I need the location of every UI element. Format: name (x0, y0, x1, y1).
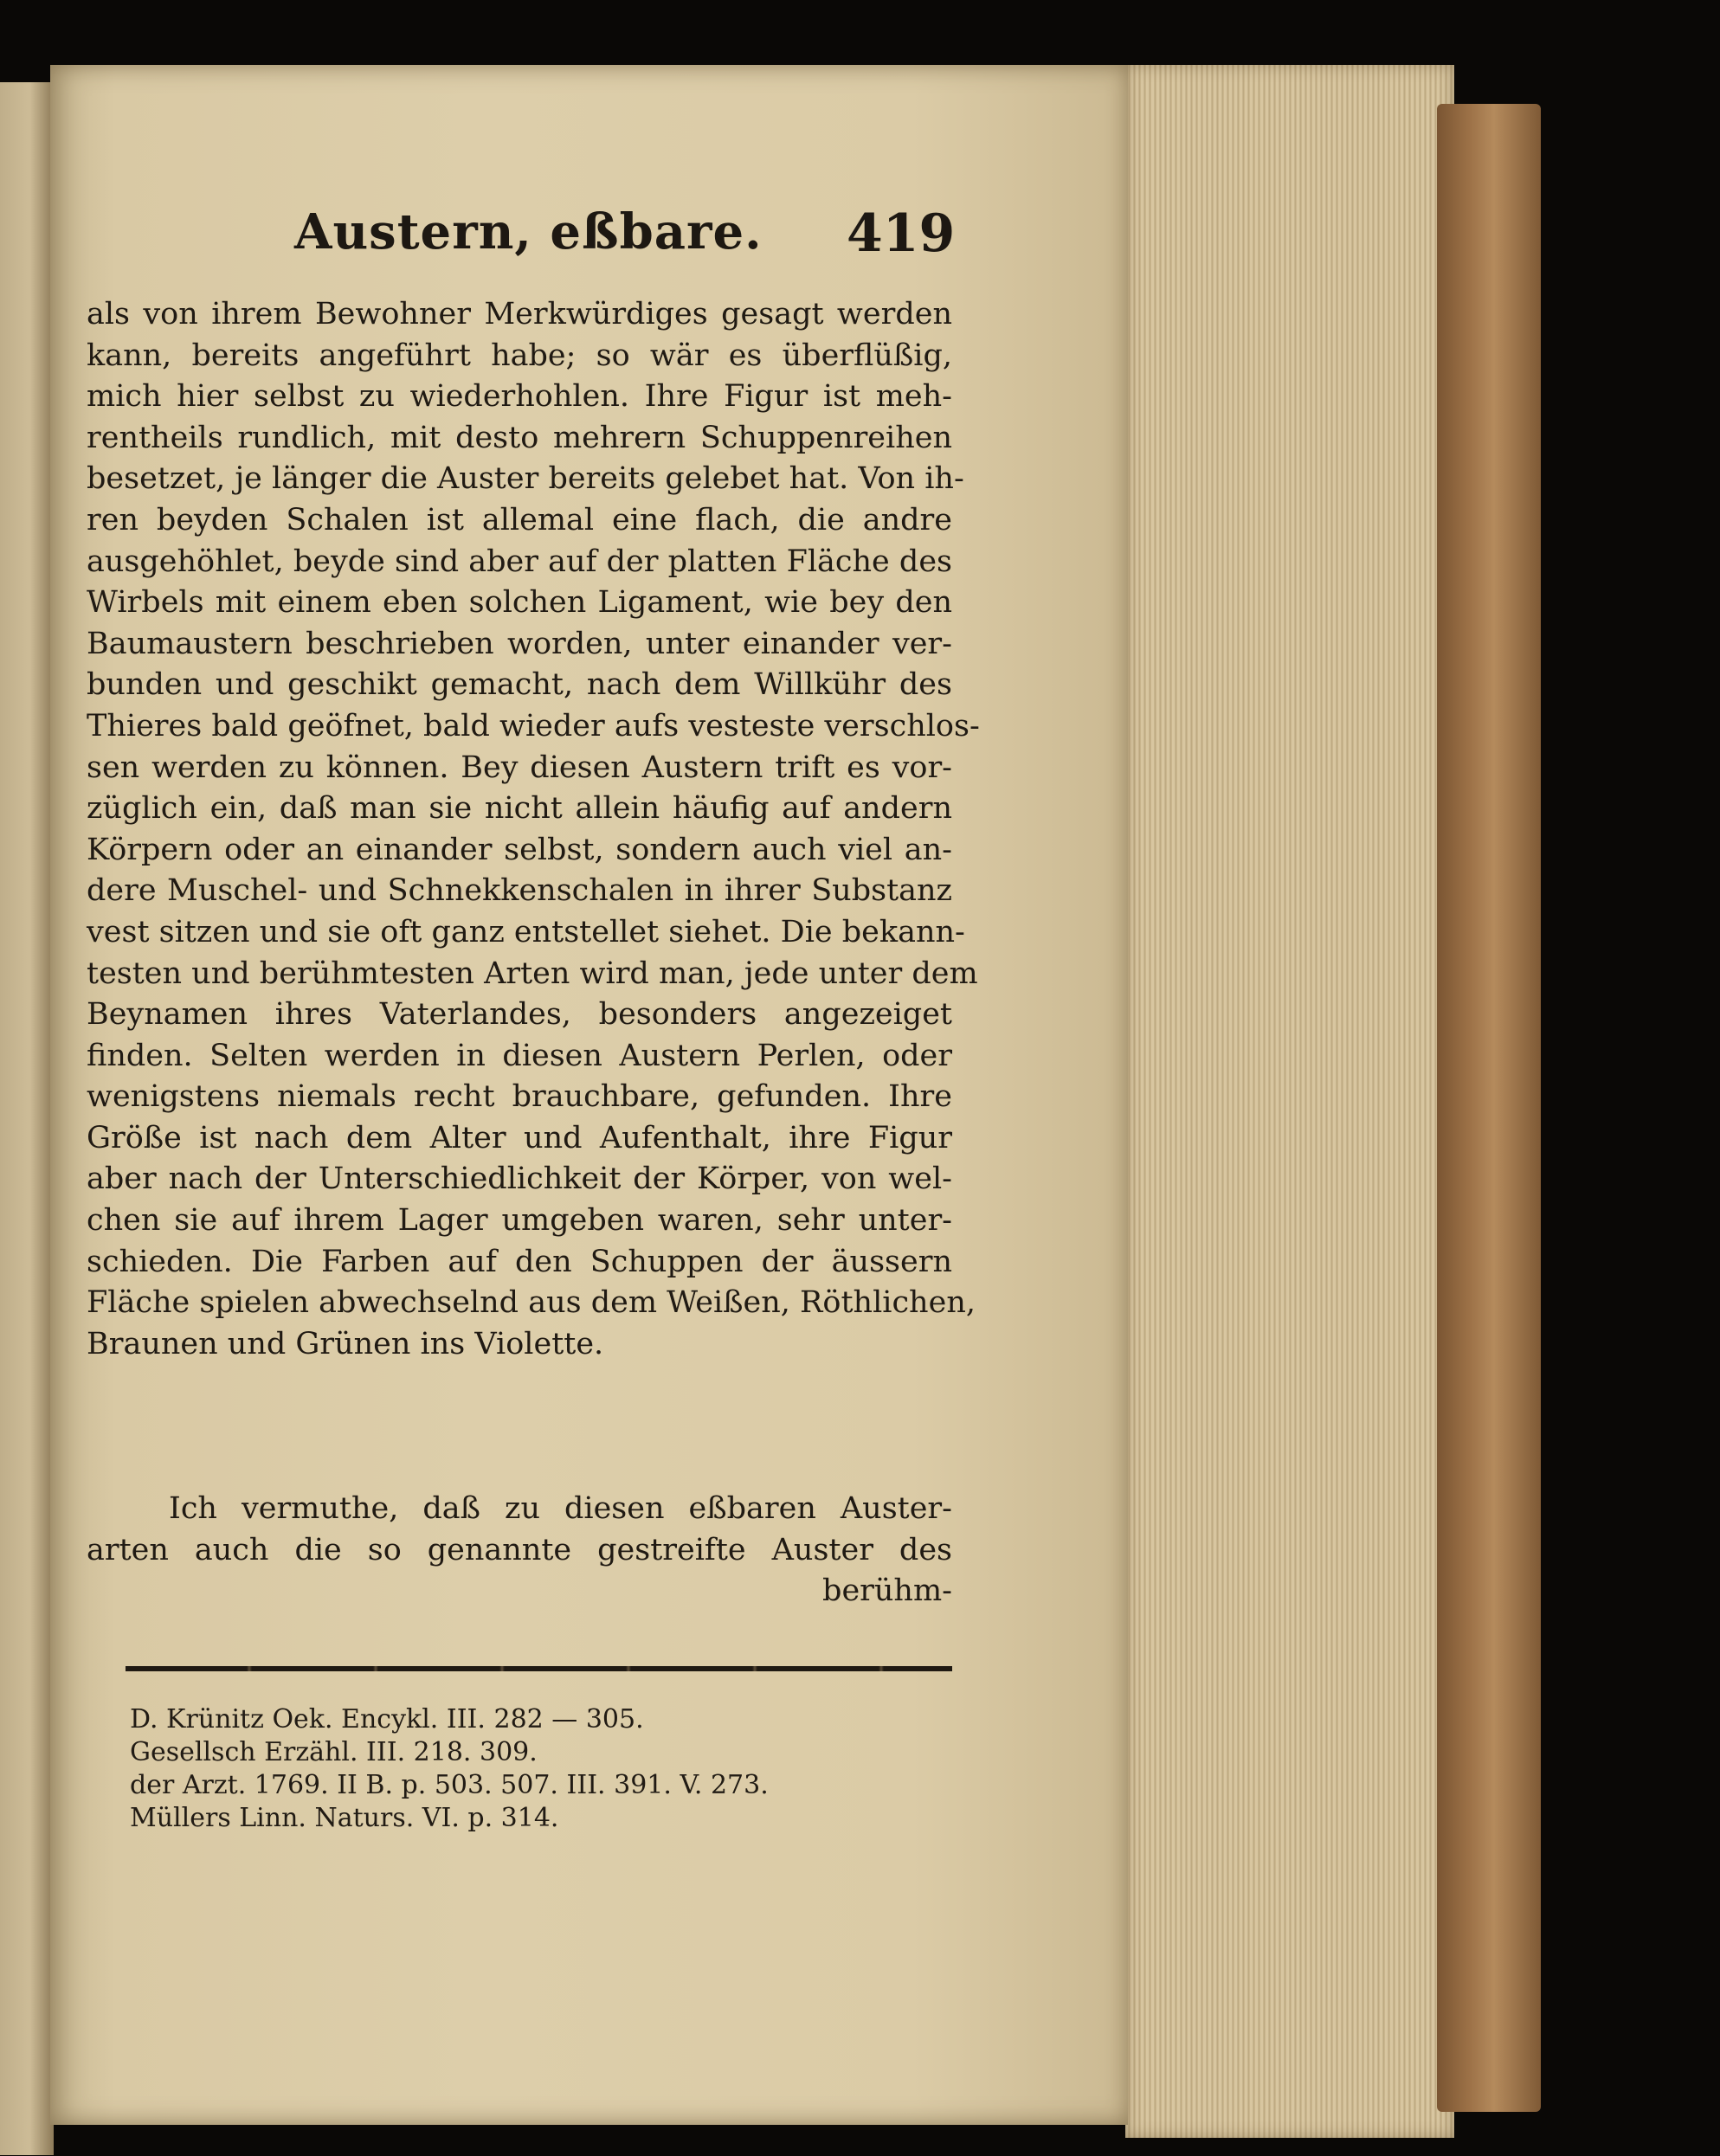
text-line: schieden. Die Farben auf den Schuppen der äussern (87, 1244, 952, 1279)
text-line: aber nach der Unterschiedlichkeit der Körper, von wel- (87, 1162, 952, 1197)
text-line: arten auch die so genannte gestreifte Auster des (87, 1532, 952, 1567)
footnotes (130, 1703, 909, 1835)
text-line: Beynamen ihres Vaterlandes, besonders angezeiget (87, 997, 952, 1033)
text-line: ren beyden Schalen ist allemal eine flach, die andre (87, 502, 952, 537)
leather-cover-edge (1437, 104, 1541, 2112)
footnote-line: der Arzt. 1769. II B. p. 503. 507. III. 391. V. 273. (130, 1770, 769, 1800)
text-line: wenigstens niemals recht brauchbare, gefunden. Ihre (87, 1079, 952, 1115)
text-line: Baumaustern beschrieben worden, unter einander ver- (87, 626, 952, 661)
text-line: finden. Selten werden in diesen Austern Perlen, oder (87, 1038, 952, 1073)
paragraph-1 (87, 294, 980, 1365)
previous-page-edge (0, 82, 54, 2155)
text-line: mich hier selbst zu wiederhohlen. Ihre Figur ist meh- (87, 379, 952, 415)
text-line: züglich ein, daß man sie nicht allein häufig auf andern (87, 791, 952, 827)
running-head: Austern, eßbare. (294, 203, 763, 261)
paragraph-2 (87, 1489, 952, 1612)
catchword: berühm- (822, 1574, 952, 1609)
text-line: als von ihrem Bewohner Merkwürdiges gesagt werden (87, 297, 952, 331)
text-line: Fläche spielen abwechselnd aus dem Weißen, Röthlichen, (87, 1285, 976, 1321)
text-line: ausgehöhlet, beyde sind aber auf der platten Fläche des (87, 544, 952, 579)
text-line: rentheils rundlich, mit desto mehrern Schuppenreihen (87, 420, 952, 455)
text-line: kann, bereits angeführt habe; so wär es überflüßig, (87, 338, 952, 373)
footnote-line: D. Krünitz Oek. Encykl. III. 282 — 305. (130, 1704, 644, 1734)
text-line: vest sitzen und sie oft ganz entstellet siehet. Die bekann- (87, 914, 965, 949)
text-line: Wirbels mit einem eben solchen Ligament, wie bey den (87, 585, 952, 621)
text-line: Größe ist nach dem Alter und Aufenthalt, ihre Figur (87, 1120, 952, 1155)
text-line: chen sie auf ihrem Lager umgeben waren, sehr unter- (87, 1203, 952, 1239)
page-block-edges (1125, 65, 1454, 2138)
text-line: sen werden zu können. Bey diesen Austern trift es vor- (87, 750, 952, 785)
text-line: bunden und geschikt gemacht, nach dem Willkühr des (87, 667, 952, 703)
footnote-line: Gesellsch Erzähl. III. 218. 309. (130, 1737, 538, 1767)
text-line: Körpern oder an einander selbst, sondern auch viel an- (87, 832, 952, 867)
text-line: dere Muschel- und Schnekkenschalen in ihrer Substanz (87, 873, 952, 909)
page-number: 419 (847, 203, 956, 264)
footnote-rule (126, 1666, 952, 1671)
text-line: testen und berühmtesten Arten wird man, jede unter dem (87, 956, 978, 991)
text-line: Thieres bald geöfnet, bald wieder aufs vesteste verschlos- (87, 708, 980, 743)
text-line: Ich vermuthe, daß zu diesen eßbaren Auster- (169, 1491, 952, 1526)
text-line: besetzet, je länger die Auster bereits gelebet hat. Von ih- (87, 461, 964, 497)
footnote-line: Müllers Linn. Naturs. VI. p. 314. (130, 1803, 559, 1833)
text-line: Braunen und Grünen ins Violette. (87, 1326, 604, 1361)
